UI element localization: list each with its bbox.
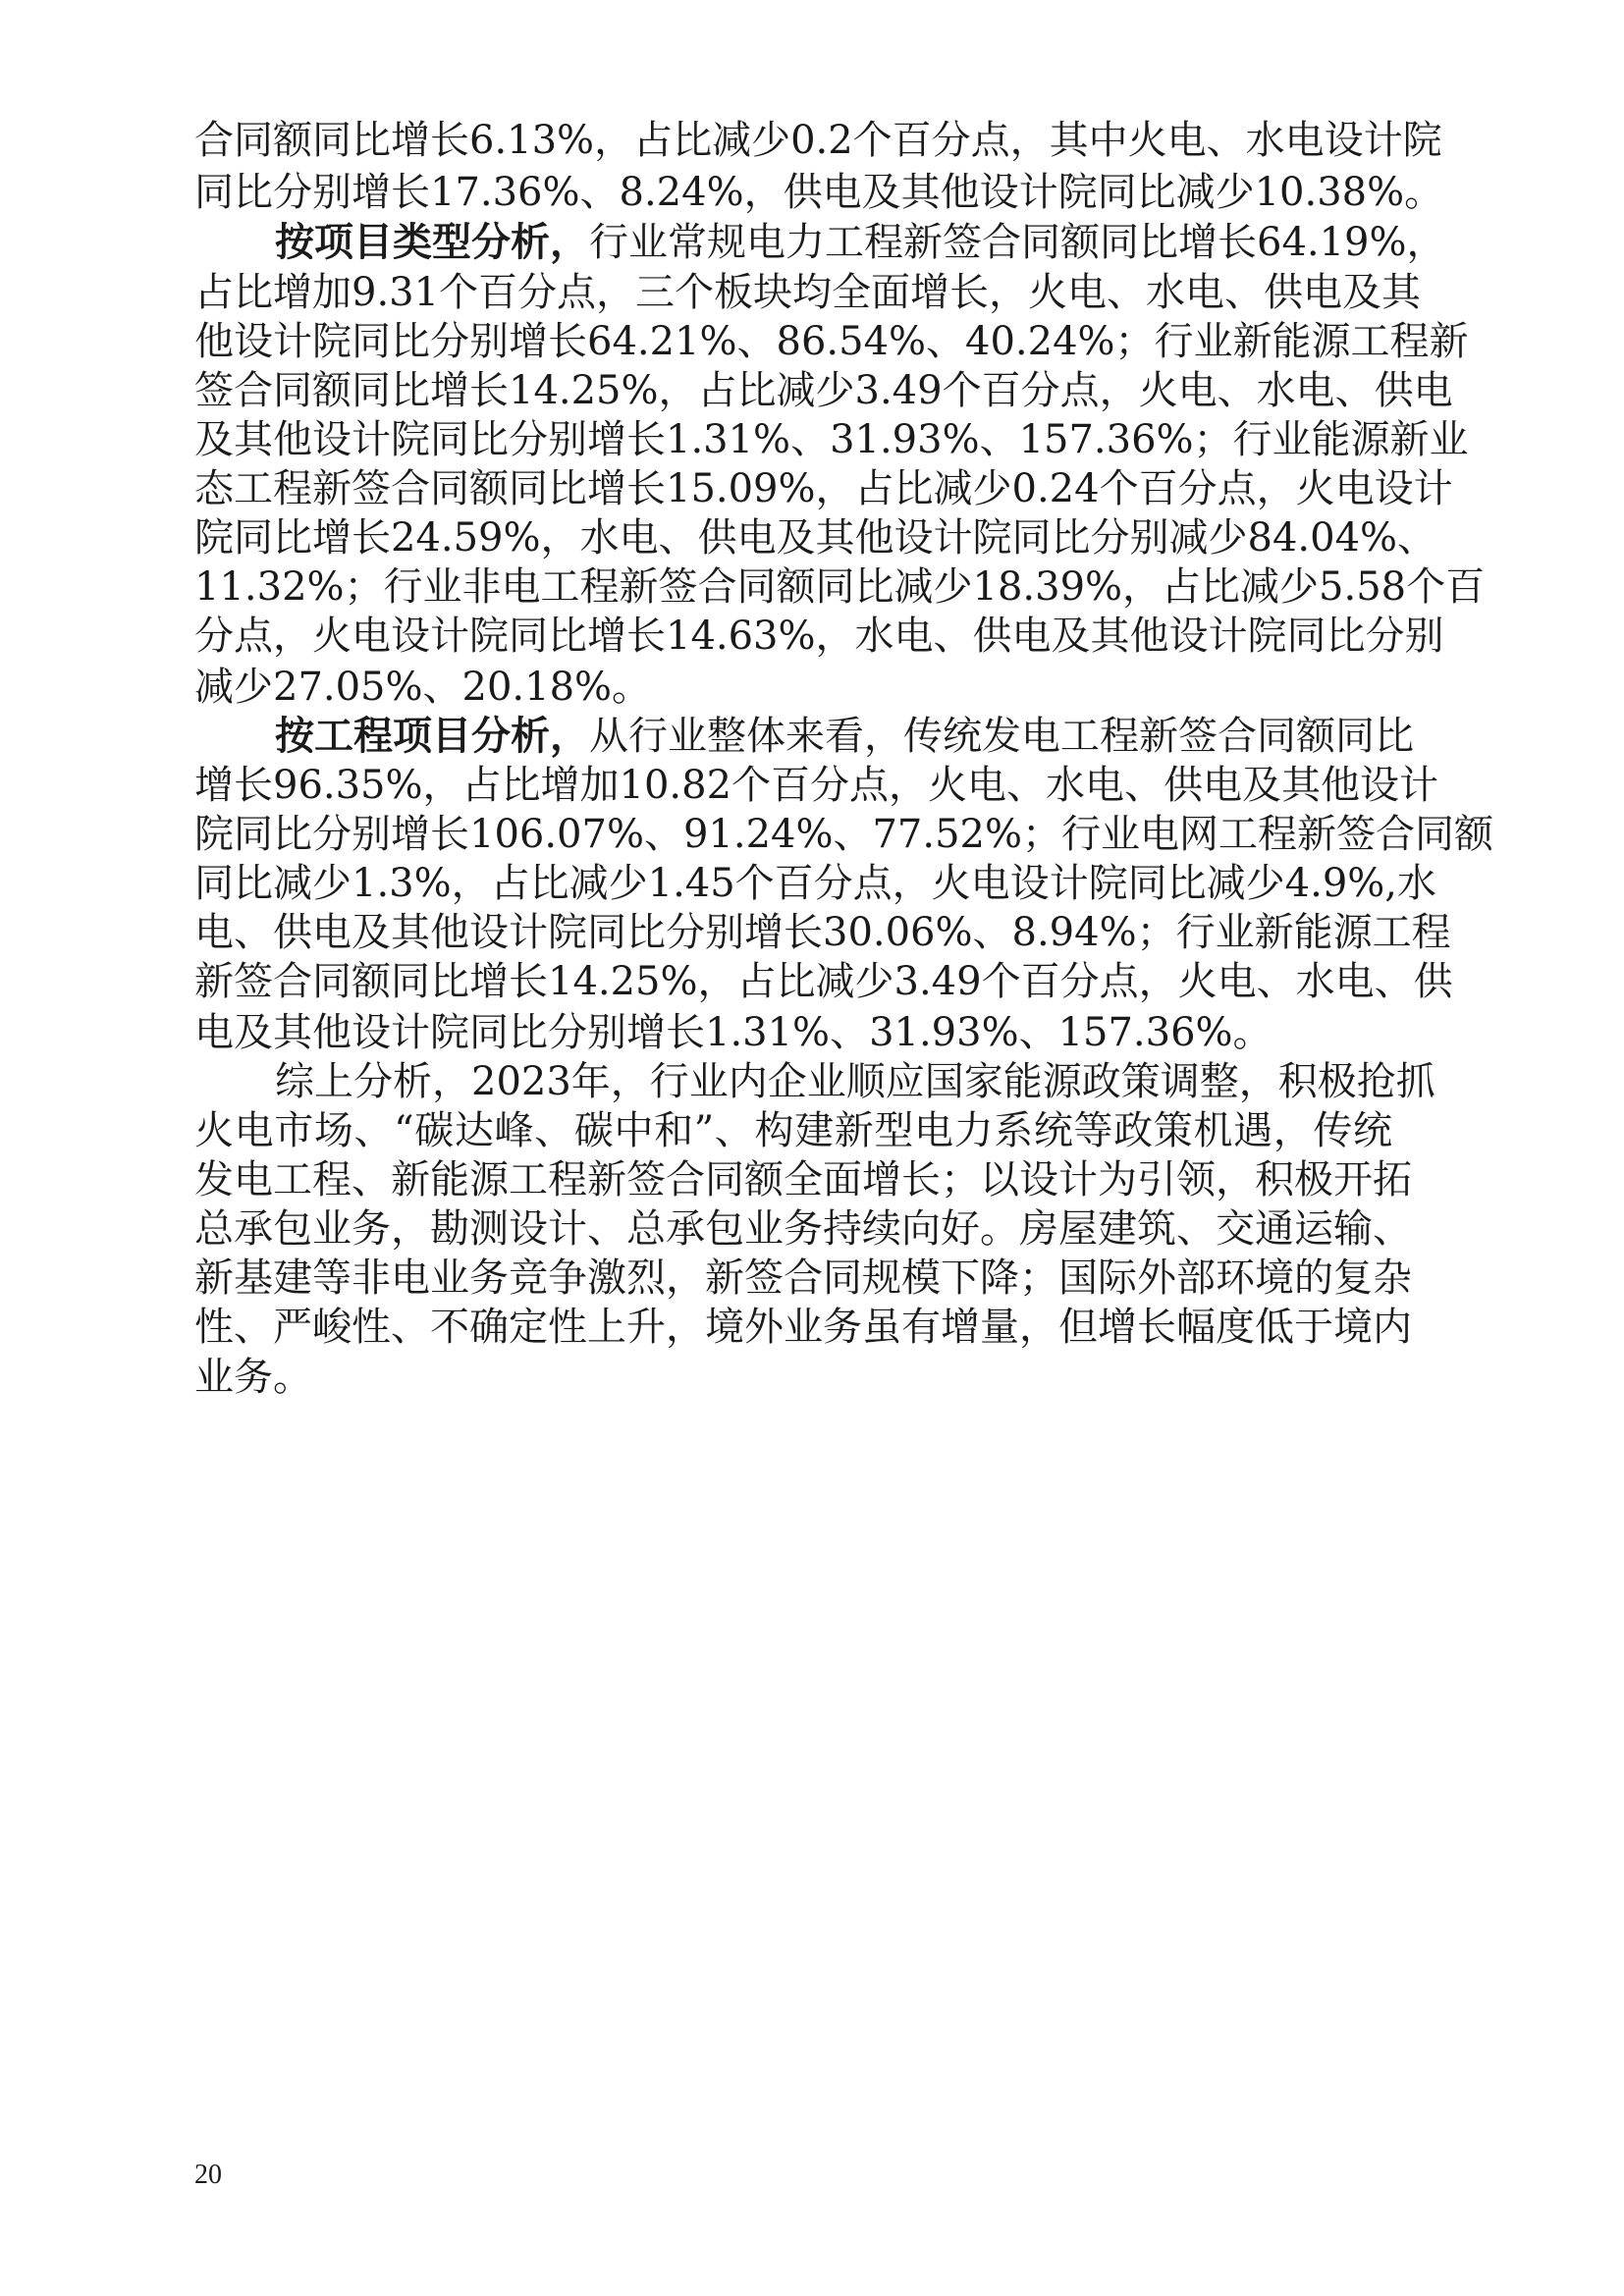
text-line: 院同比分别增长106.07%、91.24%、77.52%；行业电网工程新签合同额 xyxy=(194,812,1494,857)
paragraph-lead: 按项目类型分析， xyxy=(275,220,589,265)
text-line: 签合同额同比增长14.25%，占比减少3.49个百分点，火电、水电、供电 xyxy=(194,368,1453,413)
text-line xyxy=(275,218,1446,267)
text-line: 占比增加9.31个百分点，三个板块均全面增长，火电、水电、供电及其 xyxy=(194,270,1422,315)
text-line: 分点，火电设计院同比增长14.63%，水电、供电及其他设计院同比分别 xyxy=(194,614,1444,659)
text-line: 新签合同额同比增长14.25%，占比减少3.49个百分点，火电、水电、供 xyxy=(194,959,1453,1004)
text-line: 他设计院同比分别增长64.21%、86.54%、40.24%；行业新能源工程新 xyxy=(194,319,1469,364)
text-line: 总承包业务，勘测设计、总承包业务持续向好。房屋建筑、交通运输、 xyxy=(194,1206,1412,1252)
text-line: 火电市场、“碳达峰、碳中和”、构建新型电力系统等政策机遇，传统 xyxy=(194,1108,1392,1153)
text-line: 合同额同比增长6.13%，占比减少0.2个百分点，其中火电、水电设计院 xyxy=(194,118,1442,163)
text-line xyxy=(275,712,1414,761)
text-line: 院同比增长24.59%，水电、供电及其他设计院同比分别减少84.04%、 xyxy=(194,515,1437,561)
text-line: 电及其他设计院同比分别增长1.31%、31.93%、157.36%。 xyxy=(194,1010,1272,1055)
text-line: 同比分别增长17.36%、8.24%，供电及其他设计院同比减少10.38%。 xyxy=(194,170,1444,215)
text-line: 同比减少1.3%，占比减少1.45个百分点，火电设计院同比减少4.9%,水 xyxy=(194,861,1437,906)
paragraph-lead: 按工程项目分析， xyxy=(275,714,589,759)
text-line: 性、严峻性、不确定性上升，境外业务虽有增量，但增长幅度低于境内 xyxy=(194,1305,1412,1350)
text-line: 电、供电及其他设计院同比分别增长30.06%、8.94%；行业新能源工程 xyxy=(194,910,1451,955)
text-line: 综上分析，2023年，行业内企业顺应国家能源政策调整，积极抢抓 xyxy=(275,1059,1435,1104)
text-line: 减少27.05%、20.18%。 xyxy=(194,665,652,710)
text-line: 发电工程、新能源工程新签合同额全面增长；以设计为引领，积极开拓 xyxy=(194,1157,1412,1202)
text-line: 11.32%；行业非电工程新签合同额同比减少18.39%，占比减少5.58个百 xyxy=(194,564,1486,610)
page-number: 20 xyxy=(194,2160,222,2190)
text-line-body: 从行业整体来看，传统发电工程新签合同额同比 xyxy=(589,714,1414,759)
text-line: 及其他设计院同比分别增长1.31%、31.93%、157.36%；行业能源新业 xyxy=(194,417,1469,462)
text-line: 态工程新签合同额同比增长15.09%，占比减少0.24个百分点，火电设计 xyxy=(194,466,1453,511)
text-line: 新基建等非电业务竞争激烈，新签合同规模下降；国际外部环境的复杂 xyxy=(194,1255,1412,1301)
text-line: 增长96.35%，占比增加10.82个百分点，火电、水电、供电及其他设计 xyxy=(194,763,1439,808)
text-line: 业务。 xyxy=(194,1355,312,1400)
text-line-body: 行业常规电力工程新签合同额同比增长64.19%， xyxy=(589,220,1446,265)
